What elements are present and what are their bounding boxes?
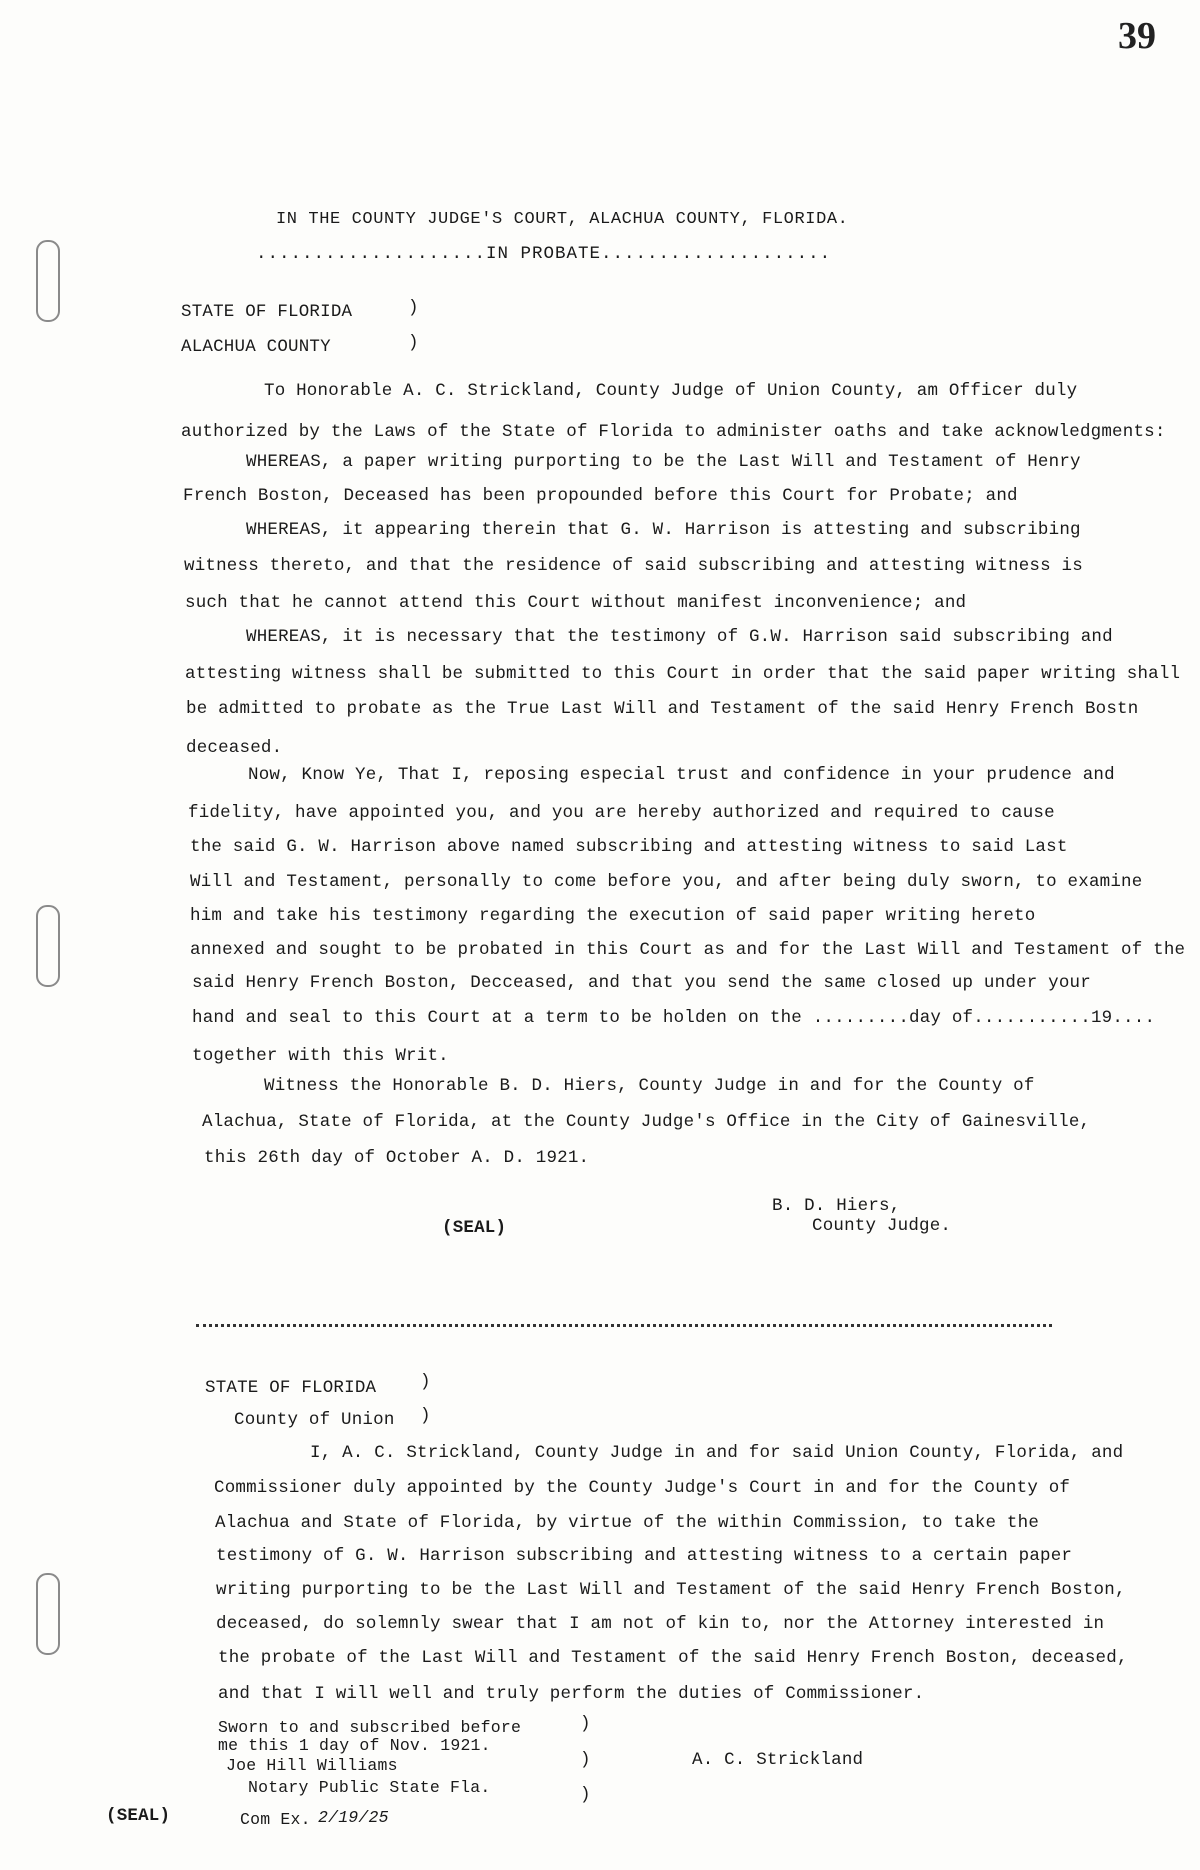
commission-line: annexed and sought to be probated in this Court as and for the Last Will and Testament of the (190, 940, 1186, 960)
notary-title: Notary Public State Fla. (248, 1778, 491, 1797)
commission-line: together with this Writ. (192, 1046, 449, 1066)
venue-state: STATE OF FLORIDA (181, 302, 353, 322)
jurat-line: me this 1 day of Nov. 1921. (218, 1736, 491, 1755)
oath-line: Commissioner duly appointed by the County Judge's Court in and for the County of (214, 1478, 1071, 1498)
binder-hole (36, 240, 60, 322)
binder-hole (36, 905, 60, 987)
judge-name: B. D. Hiers, (772, 1196, 901, 1216)
oath-venue-state: STATE OF FLORIDA (205, 1378, 377, 1398)
commission-line: the said G. W. Harrison above named subscribing and attesting witness to said Last (190, 837, 1068, 857)
jurat-paren: ) (580, 1750, 591, 1770)
commission-line: WHEREAS, it appearing therein that G. W. Harrison is attesting and subscribing (246, 520, 1081, 540)
commission-line: WHEREAS, a paper writing purporting to be the Last Will and Testament of Henry (246, 452, 1081, 472)
commission-line: Will and Testament, personally to come before you, and after being duly sworn, to examine (190, 872, 1143, 892)
commissioner-signature: A. C. Strickland (692, 1750, 864, 1770)
oath-line: I, A. C. Strickland, County Judge in and for said Union County, Florida, and (310, 1443, 1124, 1463)
seal-label: (SEAL) (442, 1218, 507, 1238)
commission-line: be admitted to probate as the True Last Will and Testament of the said Henry French Bostn (186, 699, 1139, 719)
oath-line: and that I will well and truly perform the duties of Commissioner. (218, 1684, 925, 1704)
commission-line: French Boston, Deceased has been propounded before this Court for Probate; and (183, 486, 1018, 506)
jurat-line: Sworn to and subscribed before (218, 1718, 522, 1737)
commission-line: attesting witness shall be submitted to this Court in order that the said paper writing shall (185, 664, 1181, 684)
commission-line: WHEREAS, it is necessary that the testimony of G.W. Harrison said subscribing and (246, 627, 1113, 647)
commission-line: authorized by the Laws of the State of Florida to administer oaths and take acknowledgments: (181, 422, 1166, 442)
commission-line: hand and seal to this Court at a term to be holden on the .........day of...........19.... (192, 1008, 1156, 1028)
commission-line: witness thereto, and that the residence of said subscribing and attesting witness is (184, 556, 1083, 576)
binder-hole (36, 1573, 60, 1655)
commission-line: To Honorable A. C. Strickland, County Judge of Union County, am Officer duly (264, 381, 1078, 401)
commission-line: deceased. (186, 738, 283, 758)
com-ex-label: Com Ex. (240, 1810, 311, 1829)
court-title: IN THE COUNTY JUDGE'S COURT, ALACHUA COUNTY, FLORIDA. (276, 210, 849, 229)
jurat-paren: ) (580, 1785, 591, 1805)
com-ex-date: 2/19/25 (318, 1808, 389, 1827)
commission-line: this 26th day of October A. D. 1921. (204, 1148, 590, 1168)
commission-line: him and take his testimony regarding the execution of said paper writing hereto (190, 906, 1036, 926)
notary-name: Joe Hill Williams (226, 1756, 398, 1775)
commission-line: fidelity, have appointed you, and you are hereby authorized and required to cause (188, 803, 1055, 823)
oath-line: deceased, do solemnly swear that I am not of kin to, nor the Attorney interested in (216, 1614, 1105, 1634)
oath-line: Alachua and State of Florida, by virtue of the within Commission, to take the (215, 1513, 1040, 1533)
probate-line: ....................IN PROBATE.................... (256, 244, 832, 264)
oath-line: testimony of G. W. Harrison subscribing and attesting witness to a certain paper (216, 1546, 1073, 1566)
commission-line: Alachua, State of Florida, at the County Judge's Office in the City of Gainesville, (202, 1112, 1091, 1132)
venue-paren: ) (408, 333, 419, 353)
oath-line: writing purporting to be the Last Will and Testament of the said Henry French Boston, (216, 1580, 1126, 1600)
oath-venue-paren: ) (420, 1372, 431, 1392)
oath-venue-paren: ) (420, 1406, 431, 1426)
commission-line: Now, Know Ye, That I, reposing especial trust and confidence in your prudence and (248, 765, 1115, 785)
commission-line: said Henry French Boston, Decceased, and that you send the same closed up under your (192, 973, 1091, 993)
venue-county: ALACHUA COUNTY (181, 337, 331, 357)
oath-line: the probate of the Last Will and Testament of the said Henry French Boston, deceased, (218, 1648, 1128, 1668)
commission-line: Witness the Honorable B. D. Hiers, County Judge in and for the County of (264, 1076, 1035, 1096)
judge-title: County Judge. (812, 1216, 952, 1236)
jurat-paren: ) (580, 1714, 591, 1734)
bottom-seal-label: (SEAL) (106, 1806, 171, 1826)
oath-venue-county: County of Union (234, 1410, 395, 1430)
page-number: 39 (1118, 15, 1156, 57)
commission-line: such that he cannot attend this Court without manifest inconvenience; and (185, 593, 967, 613)
venue-paren: ) (408, 298, 419, 318)
